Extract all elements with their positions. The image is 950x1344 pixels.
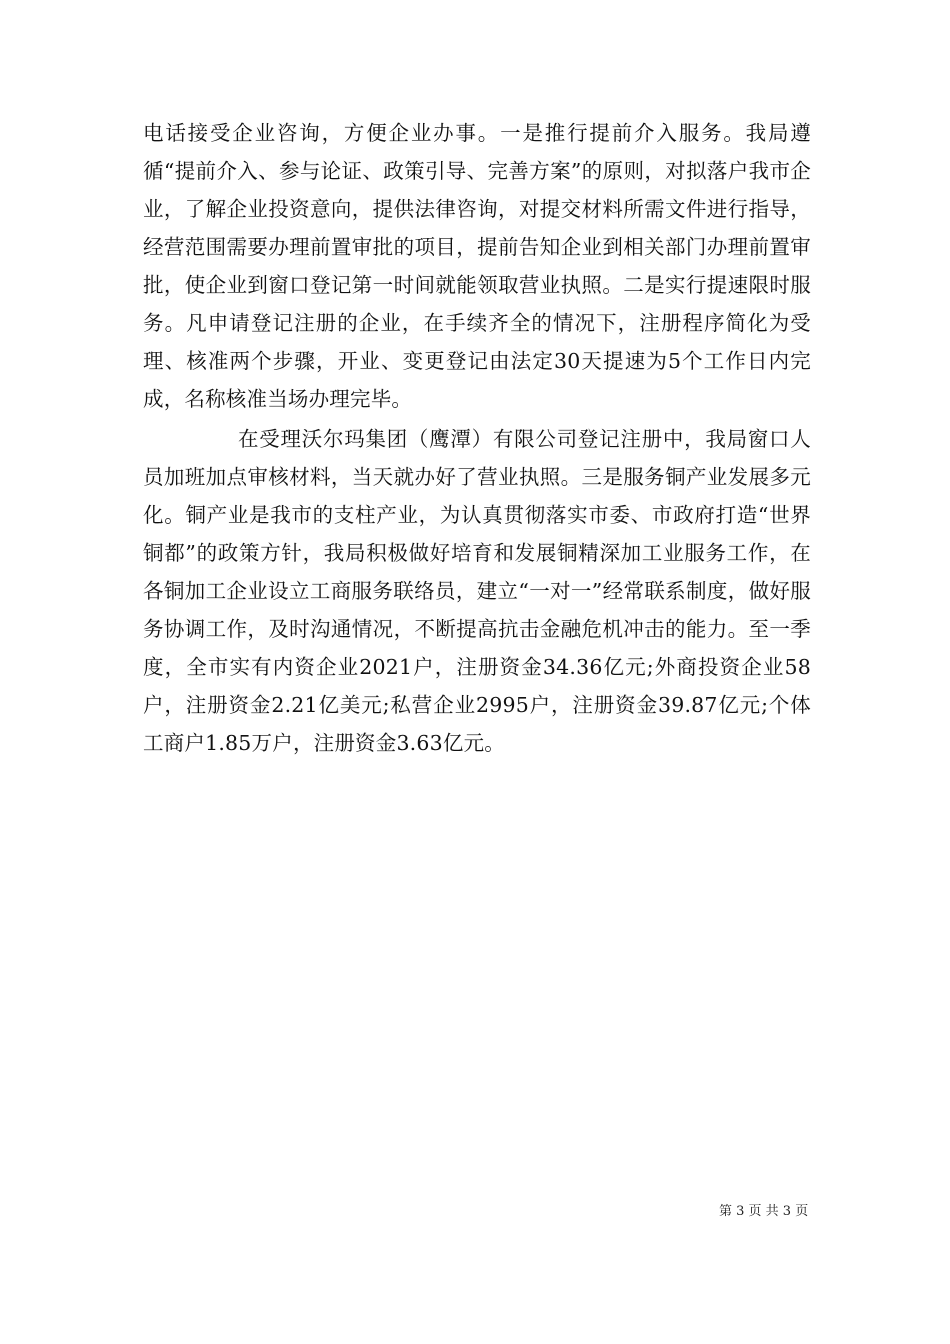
paragraph: 电话接受企业咨询，方便企业办事。一是推行提前介入服务。我局遵循“提前介入、参与论证、政策引导、完善方案”的原则，对拟落户我市企业，了解企业投资意向，提供法律咨询，对提交材料所需文件进行指导，经营范围需要办理前置审批的项目，提前告知企业到相关部门办理前置审批，使企业到窗口登记第一时间就能领取营业执照。二是实行提速限时服务。凡申请登记注册的企业，在手续齐全的情况下，注册程序简化为受理、核准两个步骤，开业、变更登记由法定30天提速为5个工作日内完成，名称核准当场办理完毕。 xyxy=(143,121,811,411)
page-number-footer: 第 3 页 共 3 页 xyxy=(719,1204,809,1219)
document-body xyxy=(143,114,811,762)
paragraph: 在受理沃尔玛集团（鹰潭）有限公司登记注册中，我局窗口人员加班加点审核材料，当天就办好了营业执照。三是服务铜产业发展多元化。铜产业是我市的支柱产业，为认真贯彻落实市委、市政府打造“世界铜都”的政策方针，我局积极做好培育和发展铜精深加工业服务工作，在各铜加工企业设立工商服务联络员，建立“一对一”经常联系制度，做好服务协调工作，及时沟通情况，不断提高抗击金融危机冲击的能力。至一季度，全市实有内资企业2021户，注册资金34.36亿元;外商投资企业58户，注册资金2.21亿美元;私营企业2995户，注册资金39.87亿元;个体工商户1.85万户，注册资金3.63亿元。 xyxy=(143,427,811,755)
